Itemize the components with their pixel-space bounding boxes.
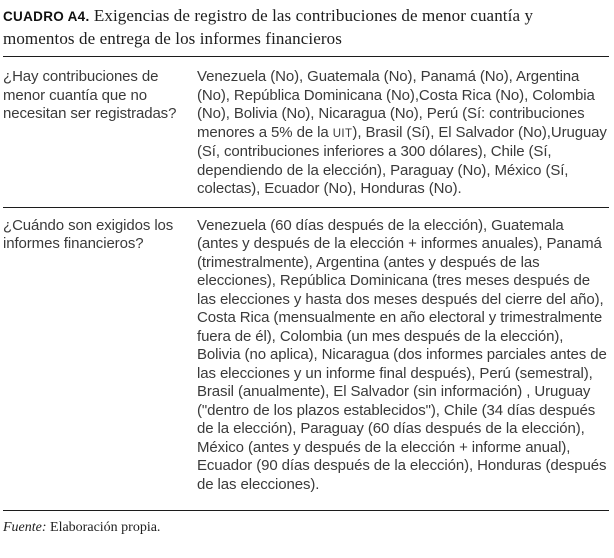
question-cell-registro: ¿Hay contribuciones de menor cuantía que no necesitan ser registradas? [3,68,177,122]
answer-registro-part2: ), Brasil (Sí), El Salvador (No),Uruguay (Sí, contribuciones inferiores a 300 dólares), Chile (Sí, dependiendo de la elección), Paraguay (No), México (Sí, colectas), Ecuador (No), Honduras (No). [197,123,607,197]
table-caption [3,5,609,50]
table-caption-text: Exigencias de registro de las contribuciones de menor cuantía y momentos de entrega de los informes financieros [3,6,534,48]
table-row [3,207,609,511]
uit-smallcaps: UIT [332,127,353,140]
question-cell-informes: ¿Cuándo son exigidos los informes financieros? [3,216,174,252]
answer-cell-registro [197,68,609,199]
source-note [3,520,609,536]
table-caption-label: CUADRO A4. [3,9,90,24]
table-row [3,57,609,207]
answer-cell-informes: Venezuela (60 días después de la elección), Guatemala (antes y después de la elección + informes anuales), Panamá (trimestralmente), Argentina (antes y después de las elecciones), República Dominicana (tres meses después de las elecciones y hasta dos meses después del cierre del año), Costa Rica (mensualmente en año electoral y trimestralmente fuera de él), Colombia (un mes después de la elección), Bolivia (no aplica), Nicaragua (dos informes parciales antes de las elecciones y un informe final después), Perú (semestral), Brasil (anualmente), El Salvador (sin información) , Uruguay ("dentro de los plazos establecidos"), Chile (34 días después de la elección), Paraguay (60 días después de la elección), México (antes y después de la elección + informe anual), Ecuador (90 días después de la elección), Honduras (después de las elecciones). [197,216,607,493]
source-text: Elaboración propia. [46,520,161,535]
cuadro-a4-table [3,56,609,511]
source-label: Fuente: [3,520,47,535]
answer-registro-part1: Venezuela (No), Guatemala (No), Panamá (No), Argentina (No), República Dominicana (No),Costa Rica (No), Colombia (No), Bolivia (No), Nicaragua (No), Perú (Sí: contribuciones menores a 5% de la [197,68,595,141]
